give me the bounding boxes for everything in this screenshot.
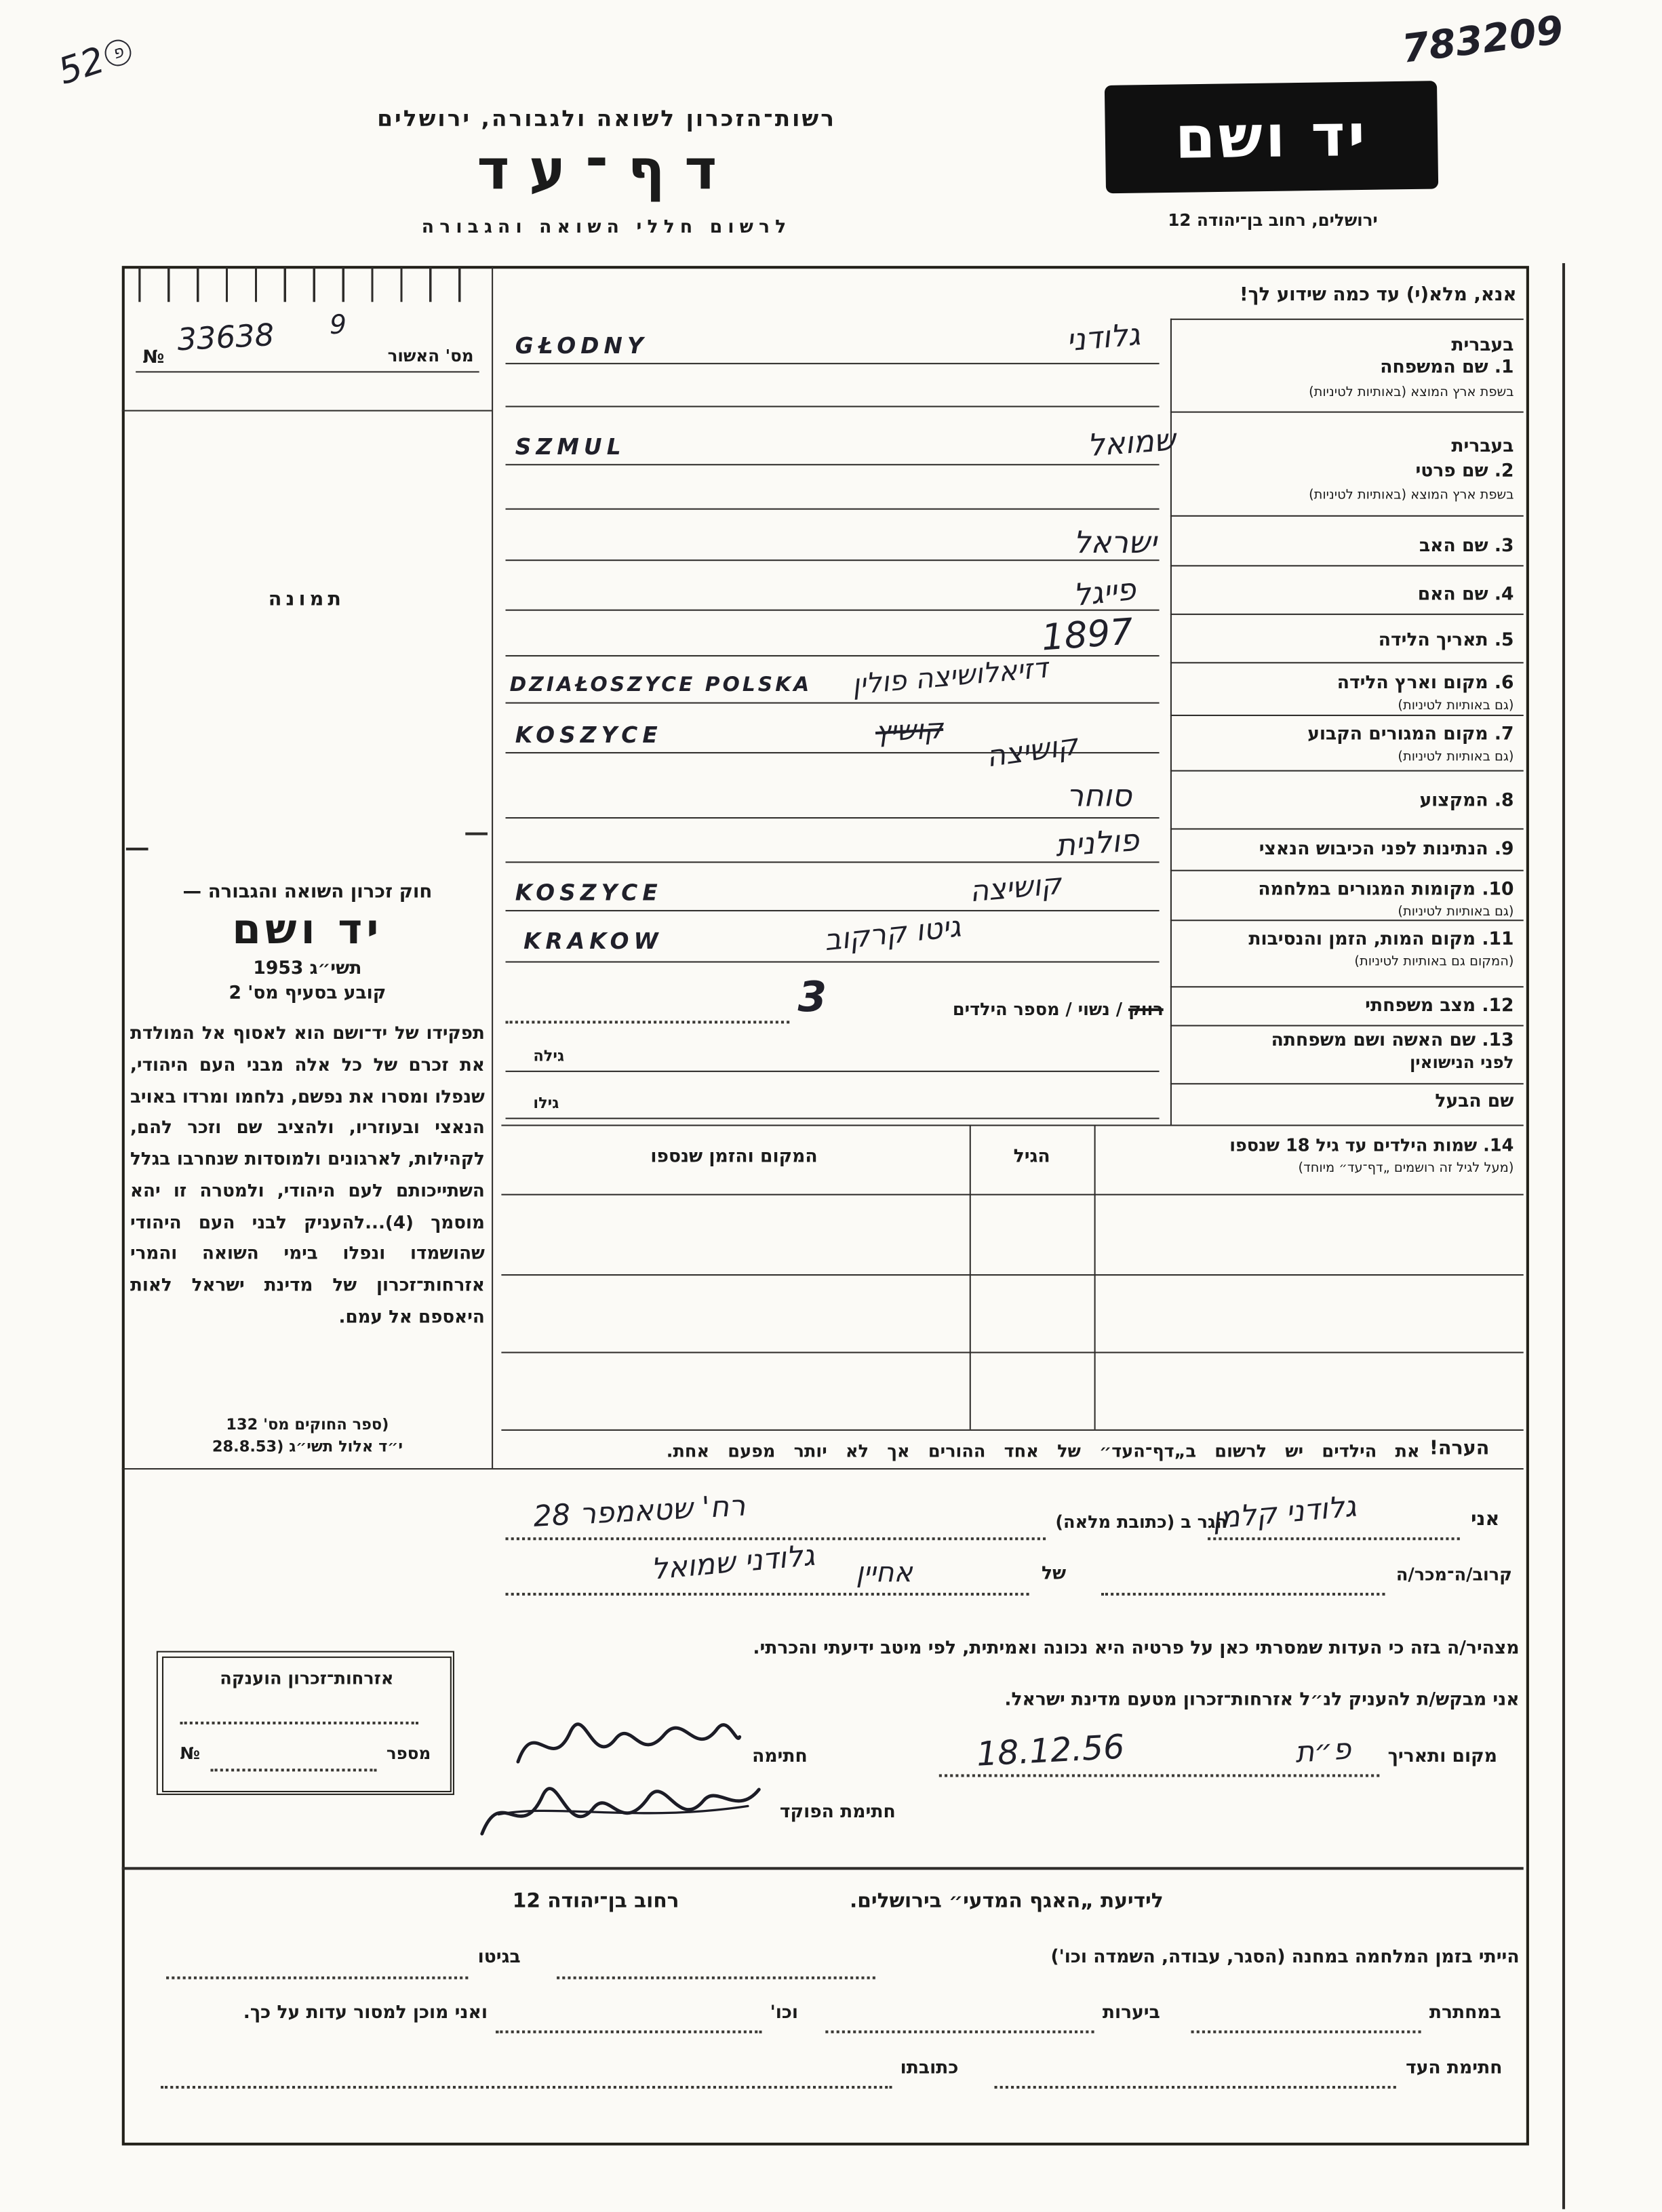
law-section: קובע בסעיף מס' 2 [229, 983, 387, 1004]
approval-line [136, 371, 479, 372]
field-1-lang-label: בעברית [1451, 335, 1514, 356]
authority-name: רשות־הזכרון לשואה ולגבורה, ירושלים [377, 105, 836, 132]
field-4-label: 4. שם האם [1417, 584, 1514, 606]
field-14-sublabel: (מעל לגיל זה רושמים „דף־עד״ מיוחד) [1298, 1160, 1514, 1177]
dash-mark [126, 848, 149, 850]
ruling-line [1170, 1025, 1524, 1026]
children-table-top [501, 1125, 1523, 1126]
field-6-line [506, 703, 1160, 704]
ruling-line [1170, 662, 1524, 663]
husband-line [506, 1118, 1160, 1119]
field-9-label: 9. הנתינות לפני הכיבוש הנאצי [1259, 839, 1514, 861]
law-reference-line2: י״ד אלול תשי״ג (28.8.53 [212, 1438, 403, 1456]
scientific-branch-notice-address: רחוב בן־יהודה 12 [512, 1891, 679, 1913]
field-12-option-rest: / נשוי / מספר הילדים [952, 998, 1123, 1020]
field-1-latin-handwriting: GŁODNY [515, 332, 648, 359]
ruling-line [1170, 715, 1524, 716]
field-6-hebrew-handwriting: דזיאלושיצה פולין [850, 650, 1050, 701]
ruling-line [1170, 1083, 1524, 1084]
children-table-col-place: המקום והזמן שנספו [650, 1147, 818, 1168]
field-12-handwriting: 3 [797, 973, 827, 1023]
field-6-sublabel: (גם באותיות לטיניות) [1398, 698, 1514, 713]
field-10-latin-handwriting: KOSZYCE [515, 879, 662, 906]
declaration-relation-blank [1101, 1593, 1385, 1596]
field-3-handwriting: ישראל [1073, 526, 1157, 561]
field-13-label-line1: 13. שם האשה ושם משפחתה [1271, 1030, 1514, 1052]
approval-comb-ticks [138, 267, 468, 302]
field-9-handwriting: פולנית [1054, 824, 1141, 865]
field-4-handwriting: פייגל [1071, 572, 1138, 614]
scan-fold-line [1562, 263, 1565, 2209]
file-mark-number: 52 [54, 39, 111, 94]
declaration-of-name-blank [506, 1593, 1029, 1596]
declaration-request: אני מבקש/ת להעניק לנ״ל אזרחות־זכרון מטעם מדינת ישראל. [1004, 1689, 1520, 1711]
note-text: את הילדים יש לרשום ב„דף־העד״ של אחד ההורים אך לא יותר מפעם אחת. [666, 1440, 1420, 1461]
field-11-hebrew-handwriting: גיטו קרקוב [823, 909, 963, 957]
field-13-her-age-label: גילה [533, 1047, 565, 1065]
field-3-label: 3. שם האב [1419, 536, 1514, 557]
field-5-handwriting: 1897 [1040, 612, 1135, 660]
field-1-label: 1. שם המשפחה [1380, 357, 1514, 378]
approval-no-symbol: № [142, 347, 165, 369]
photo-area-top [122, 410, 492, 412]
form-subtitle: לרשום חללי השואה והגבורה [421, 217, 792, 239]
field-13-label-line2: לפני הנישואין [1410, 1052, 1514, 1072]
field-1-line2 [506, 406, 1160, 407]
field-14-label: 14. שמות הילדים עד גיל 18 שנספו [1229, 1134, 1514, 1156]
declaration-residing-label: הגר ב (כתובת מלאה) [1055, 1511, 1228, 1533]
declaration-name-handwriting: גלודני קלמן [1210, 1489, 1358, 1536]
corner-handwritten-number: 783209 [1399, 7, 1566, 73]
field-11-latin-handwriting: KRAKOW [523, 928, 663, 955]
witness-address-blank [161, 2086, 892, 2089]
ghetto-label: בגיטו [477, 1947, 521, 1969]
field-13-line [506, 1071, 1160, 1072]
law-reference-line1: (ספר החוקים מס' 132 [226, 1415, 389, 1434]
grant-box-title: אזרחות־זכרון הוענקה [220, 1667, 394, 1688]
field-12-option-single: רווק [1128, 998, 1164, 1020]
field-10-sublabel: (גם באותיות לטיניות) [1398, 904, 1514, 920]
field-12-label: 12. מצב משפחתי [1365, 995, 1514, 1017]
yad-vashem-logo-text: יד ושם [1174, 101, 1368, 172]
field-7-latin-handwriting: KOSZYCE [515, 722, 662, 748]
grant-box-number-label: מספר [386, 1743, 431, 1764]
scientific-branch-notice-text: לידיעת „האגף המדעי״ בירושלים. [850, 1891, 1164, 1913]
witness-signature-blank [995, 2086, 1396, 2089]
forests-blank [825, 2030, 1094, 2033]
field-1-sublabel: בשפת ארץ המוצא (באותיות לטיניות) [1309, 384, 1514, 401]
grant-box-number-blank [210, 1769, 376, 1771]
declaration-of-name-handwriting: גלודני שמואל [650, 1538, 816, 1586]
ruling-line [1170, 614, 1524, 615]
ruling-line [1170, 319, 1524, 320]
declaration-i-label: אני [1471, 1508, 1500, 1530]
footer-divider [122, 1867, 1524, 1870]
field-3-line [506, 559, 1160, 561]
etc-label: וכו' [770, 2002, 799, 2024]
camp-blank [557, 1977, 875, 1979]
ruling-line [1170, 412, 1524, 413]
ruling-line [1170, 515, 1524, 517]
field-2-latin-handwriting: SZMUL [515, 433, 626, 460]
field-10-hebrew-handwriting: קושיצה [968, 867, 1063, 909]
approval-number-suffix: 9 [330, 310, 347, 341]
children-table-row [501, 1194, 1523, 1196]
field-2-sublabel: בשפת ארץ המוצא (באותיות לטיניות) [1309, 487, 1514, 503]
underground-label: במחתרת [1429, 2002, 1501, 2024]
grant-box-blank [180, 1722, 418, 1724]
yad-vashem-logo [1105, 81, 1438, 193]
field-7-sublabel: (גם באותיות לטיניות) [1398, 749, 1514, 765]
column-divider [492, 266, 493, 1468]
husband-label: שם הבעל [1435, 1091, 1514, 1113]
field-6-label: 6. מקום וארץ הלידה [1337, 673, 1514, 694]
law-body-paragraph: תפקידו של יד־ושם הוא לאסוף אל המולדת את זכרם של כל אלה מבני העם היהודי, שנפלו ומסרו את נפשם, נלחמו ומרדו באויב הנאצי ובעוזריו, ולהציב שם וזכר להם, לקהילות, לארגונים ולמוסדות שנחרבו בגלל השתייכותם לעם היהודי, ולמטרה זו יהא מוסמך (4)...להעניק לבני העם היהודי שהושמדו ונפלו בימי השואה והמרי אזרחות־זכרון של מדינת ישראל לאות היאספם אל עמם. [130, 1023, 485, 1328]
field-7-struck-handwriting: קושיץ [874, 711, 945, 749]
field-4-line [506, 610, 1160, 611]
children-table-row [501, 1274, 1523, 1276]
file-mark [54, 31, 138, 94]
declaration-statement: מצהיר/ה בזה כי העדות שמסרתי כאן על פרטיה היא נכונה ואמיתית, לפי מיטב ידיעתי והכרתי. [753, 1638, 1520, 1659]
testify-text: ואני מוכן למסור עדות על כך. [243, 2002, 488, 2024]
war-location-label: הייתי בזמן המלחמה במחנה (הסגר, עבודה, השמדה וכו') [1050, 1947, 1520, 1969]
field-12-dotted-line [506, 1021, 790, 1023]
field-2-line [506, 464, 1160, 465]
field-6-latin-handwriting: DZIAŁOSZYCE POLSKA [509, 674, 812, 697]
children-table-row [501, 1351, 1523, 1353]
husband-his-age-label: גילו [533, 1094, 559, 1113]
approval-number-label: מס' האשור [387, 346, 474, 366]
file-mark-letter: פ [102, 36, 135, 69]
field-5-label: 5. תאריך הלידה [1378, 630, 1514, 651]
field-7-label: 7. מקום המגורים הקבוע [1307, 724, 1514, 745]
scientific-branch-notice [513, 1891, 1164, 1913]
field-1-line [506, 363, 1160, 364]
date-blank [939, 1774, 1380, 1777]
declaration-address-blank [506, 1537, 1046, 1540]
field-2-hebrew-handwriting: שמואל [1086, 423, 1177, 465]
field-11-label: 11. מקום המות, הזמן והנסיבות [1248, 929, 1514, 951]
office-address: ירושלים, רחוב בן־יהודה 12 [1168, 210, 1378, 231]
law-yad-vashem-logotype: יד ושם [232, 905, 383, 955]
field-8-line [506, 817, 1160, 818]
date-handwriting: 18.12.56 [975, 1727, 1126, 1774]
witness-signature-line-label: חתימת העד [1406, 2058, 1503, 2079]
ruling-line [1170, 870, 1524, 871]
dash-mark [465, 833, 488, 835]
grant-box-no-symbol: № [180, 1743, 201, 1764]
law-year: תשי״ג 1953 [253, 958, 362, 980]
field-10-label: 10. מקומות המגורים במלחמה [1258, 879, 1514, 901]
field-2-lang-label: בעברית [1451, 436, 1514, 458]
field-11-sublabel: (המקום גם באותיות לטיניות) [1354, 954, 1514, 970]
photo-placeholder-label: תמונה [268, 589, 346, 611]
field-11-line [506, 961, 1160, 962]
declaration-name-blank [1208, 1537, 1460, 1540]
ruling-line [1170, 828, 1524, 829]
ruling-line [1170, 986, 1524, 987]
official-signature-label: חתימת הפוקד [779, 1802, 896, 1823]
field-8-handwriting: סוחר [1066, 779, 1132, 814]
place-date-label: מקום ותאריך [1387, 1746, 1497, 1768]
children-table-col-age: הגיל [1013, 1147, 1050, 1168]
note-row-top [501, 1429, 1523, 1431]
declaration-address-handwriting: רח' שטאמפר 28 [532, 1488, 747, 1534]
field-8-label: 8. המקצוע [1419, 791, 1514, 812]
place-handwriting: פ״ת [1294, 1732, 1352, 1770]
declaration-relation-handwriting: אחיין [856, 1555, 913, 1589]
field-12-options [848, 999, 1164, 1020]
ruling-line [1170, 565, 1524, 566]
witness-address-label: כתובתו [900, 2058, 959, 2079]
field-1-hebrew-handwriting: גלודני [1065, 318, 1142, 359]
note-label: הערה! [1429, 1438, 1490, 1460]
ruling-line [1170, 920, 1524, 921]
fill-in-instruction: אנא, מלא(י) עד כמה שידוע לך! [1240, 283, 1517, 307]
grant-box [157, 1651, 454, 1795]
declaration-of-label: של [1041, 1563, 1067, 1585]
field-2-label: 2. שם פרטי [1415, 461, 1514, 482]
signature-label: חתימה [752, 1746, 808, 1768]
approval-number-handwriting: 33638 [176, 319, 275, 359]
ghetto-blank [166, 1977, 468, 1979]
etc-blank [496, 2030, 761, 2033]
note-row-bottom [122, 1468, 1524, 1469]
underground-blank [1191, 2030, 1421, 2033]
form-title: דף־עד [477, 138, 736, 203]
official-signature-scribble [471, 1767, 768, 1853]
children-table-vline [1094, 1125, 1096, 1429]
field-7-hebrew-handwriting: קושיצה [984, 728, 1080, 774]
ruling-line [1170, 770, 1524, 772]
children-table-vline [970, 1125, 971, 1429]
field-10-line [506, 910, 1160, 911]
field-2-line2 [506, 509, 1160, 510]
declaration-relative-label: קרוב/ה־מכר/ה [1396, 1563, 1512, 1585]
forests-label: ביערות [1102, 2002, 1160, 2024]
law-title: חוק זכרון השואה והגבורה — [182, 881, 433, 903]
